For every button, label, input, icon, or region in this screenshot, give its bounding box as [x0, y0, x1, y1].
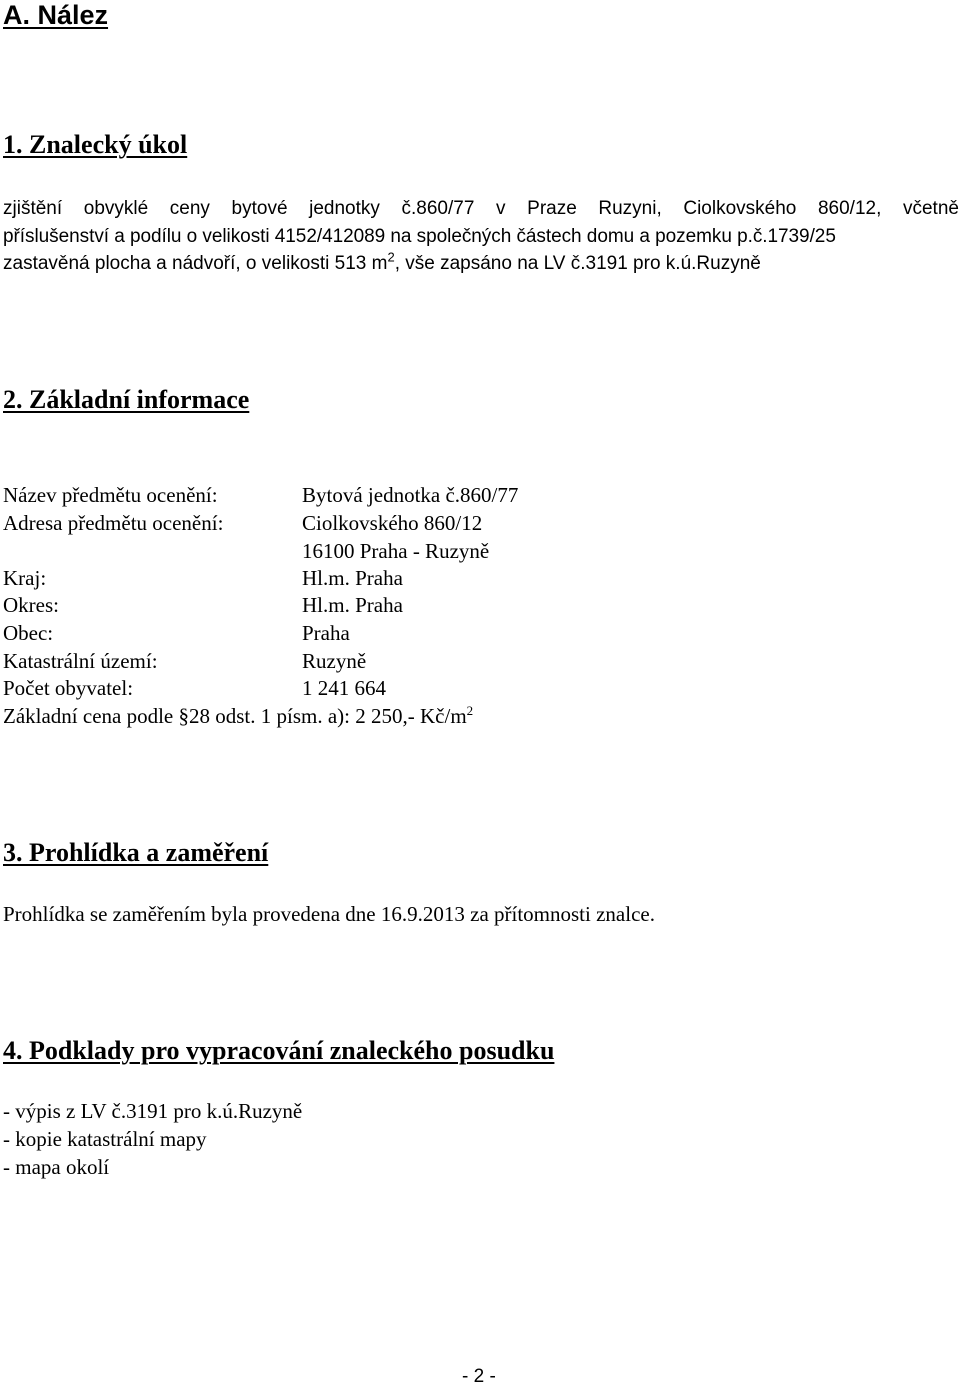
section-1-line-3: [3, 249, 761, 275]
info-value: Hl.m. Praha: [302, 566, 403, 590]
word: v: [496, 198, 506, 219]
word: jednotky: [309, 198, 380, 219]
info-value: 1 241 664: [302, 676, 386, 700]
list-item: - výpis z LV č.3191 pro k.ú.Ruzyně: [3, 1099, 303, 1123]
info-label: Počet obyvatel:: [3, 676, 134, 700]
info-value: Ciolkovského 860/12: [302, 511, 483, 535]
info-label: Adresa předmětu ocenění:: [3, 511, 224, 535]
info-label: Název předmětu ocenění:: [3, 483, 218, 507]
list-item: - mapa okolí: [3, 1155, 110, 1179]
list-item: - kopie katastrální mapy: [3, 1127, 207, 1151]
superscript: 2: [466, 703, 474, 718]
base-price-text: Základní cena podle §28 odst. 1 písm. a): 2 250,- Kč/m: [3, 704, 467, 728]
word: zjištění: [3, 198, 63, 219]
line-3-text-b: , vše zapsáno na LV č.3191 pro k.ú.Ruzyně: [394, 253, 761, 274]
info-value: Ruzyně: [302, 649, 367, 673]
info-label: Okres:: [3, 593, 59, 617]
document-heading: A. Nález: [3, 0, 109, 30]
page-number: - 2 -: [462, 1366, 496, 1387]
info-label: Katastrální území:: [3, 649, 158, 673]
word: č.860/77: [401, 198, 475, 219]
info-value: 16100 Praha - Ruzyně: [302, 539, 490, 563]
info-value: Bytová jednotka č.860/77: [302, 483, 519, 507]
word: Praze: [527, 198, 577, 219]
info-label: Obec:: [3, 621, 54, 645]
word: bytové: [231, 198, 288, 219]
section-1-line-1: [3, 198, 959, 220]
word: Ruzyni,: [598, 198, 662, 219]
word: obvyklé: [83, 198, 149, 219]
section-3-text: Prohlídka se zaměřením byla provedena dne 16.9.2013 za přítomnosti znalce.: [3, 902, 655, 926]
info-value: Praha: [302, 621, 350, 645]
word: včetně: [902, 198, 959, 219]
word: ceny: [169, 198, 210, 219]
section-4-title: 4. Podklady pro vypracování znaleckého posudku: [3, 1036, 555, 1065]
word: 860/12,: [817, 198, 882, 219]
line-3-text-a: zastavěná plocha a nádvoří, o velikosti 513 m: [3, 253, 388, 274]
info-label: Kraj:: [3, 566, 47, 590]
section-3-title: 3. Prohlídka a zaměření: [3, 838, 269, 867]
info-value: Hl.m. Praha: [302, 593, 403, 617]
section-1-line-2: příslušenství a podílu o velikosti 4152/412089 na společných částech domu a pozemku p.č.1739/25: [3, 226, 836, 247]
base-price: [3, 703, 473, 730]
section-2-title: 2. Základní informace: [3, 385, 250, 414]
superscript: 2: [387, 249, 395, 265]
word: Ciolkovského: [683, 198, 797, 219]
section-1-title: 1. Znalecký úkol: [3, 130, 188, 159]
